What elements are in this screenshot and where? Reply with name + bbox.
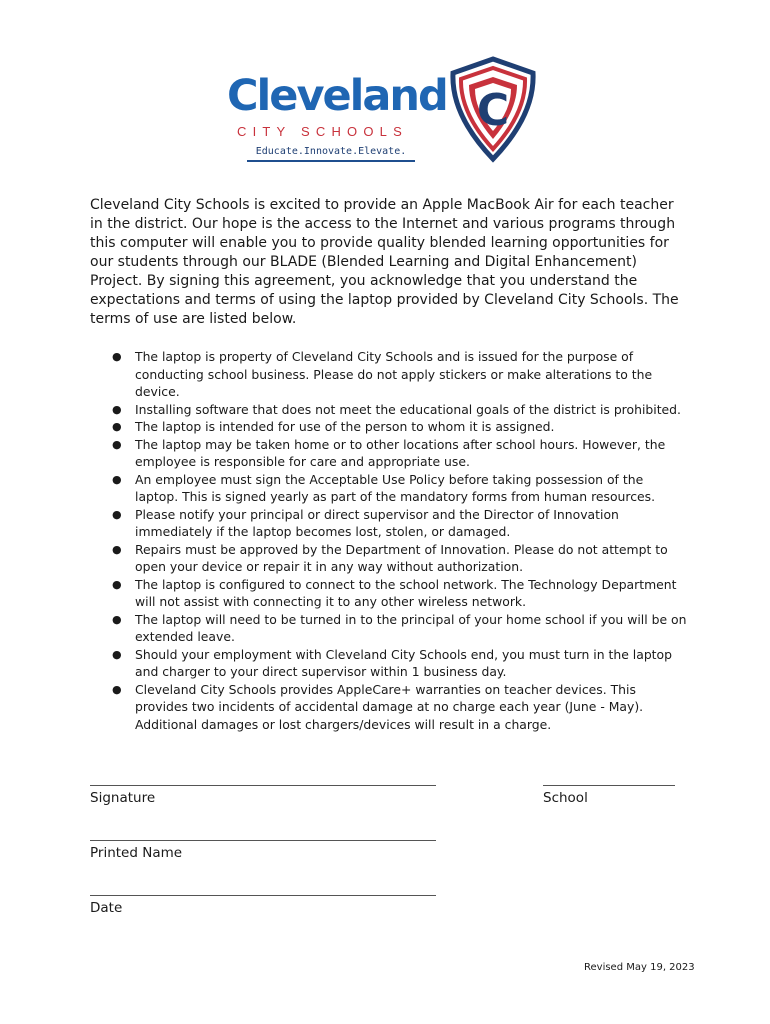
- school-label: School: [543, 790, 588, 806]
- term-text: Should your employment with Cleveland City Schools end, you must turn in the laptop and charger to your direct supervisor within 1 business day.: [135, 646, 672, 679]
- bullet-icon: ●: [112, 612, 122, 626]
- term-item: [90, 348, 690, 401]
- bullet-icon: ●: [112, 402, 122, 416]
- bullet-icon: ●: [112, 420, 122, 433]
- bullet-icon: ●: [112, 647, 122, 661]
- term-item: [90, 541, 690, 576]
- term-text: The laptop is property of Cleveland City Schools and is issued for the purpose of conducting school business. Please do not apply stickers or make alterations to the device.: [135, 349, 653, 399]
- shield-letter: C: [476, 85, 510, 136]
- printed-name-line: [90, 840, 436, 841]
- term-item: [90, 576, 690, 611]
- bullet-icon: ●: [112, 682, 122, 696]
- term-text: Cleveland City Schools provides AppleCare+ warranties on teacher devices. This provides two incidents of accidental damage at no charge each year (June - May). Additional damages or lost chargers/devices will result in a charge.: [135, 681, 644, 732]
- terms-list: [90, 348, 690, 733]
- bullet-icon: ●: [112, 577, 122, 591]
- bullet-icon: ●: [112, 437, 122, 451]
- term-text: An employee must sign the Acceptable Use Policy before taking possession of the laptop. This is signed yearly as part of the mandatory forms from human resources.: [135, 471, 656, 504]
- term-text: The laptop will need to be turned in to the principal of your home school if you will be on extended leave.: [135, 611, 687, 644]
- bullet-icon: ●: [112, 507, 122, 521]
- term-item: [90, 611, 690, 646]
- term-text: Repairs must be approved by the Department of Innovation. Please do not attempt to open your device or repair it in any way without authorization.: [135, 541, 668, 574]
- signature-line: [90, 785, 436, 786]
- term-item: [90, 681, 690, 734]
- logo-subtitle: CITY SCHOOLS: [237, 124, 408, 139]
- term-text: Please notify your principal or direct supervisor and the Director of Innovation immediately if the laptop becomes lost, stolen, or damaged.: [135, 506, 619, 539]
- term-item: [90, 418, 690, 436]
- bullet-icon: ●: [112, 542, 122, 556]
- signature-label: Signature: [90, 790, 156, 806]
- revision-date: Revised May 19, 2023: [584, 962, 695, 973]
- term-item: [90, 506, 690, 541]
- date-line: [90, 895, 436, 896]
- logo-tagline: Educate.Innovate.Elevate.: [247, 146, 415, 162]
- bullet-icon: ●: [112, 350, 122, 363]
- bullet-icon: ●: [112, 472, 122, 486]
- school-line: [543, 785, 675, 786]
- term-item: [90, 646, 690, 681]
- term-text: Installing software that does not meet the educational goals of the district is prohibited.: [135, 401, 681, 417]
- term-text: The laptop is configured to connect to the school network. The Technology Department will not assist with connecting it to any other wireless network.: [135, 576, 677, 609]
- intro-paragraph: Cleveland City Schools is excited to provide an Apple MacBook Air for each teacher in the district. Our hope is the access to the Internet and various programs through this computer will enable you to provide quality blended learning opportunities for our students through our BLADE (Blended Learning and Digital Enhancement) Project. By signing this agreement, you acknowledge that you understand the expectations and terms of using the laptop provided by Cleveland City Schools. The terms of use are listed below.: [90, 197, 679, 327]
- term-item: [90, 436, 690, 471]
- term-item: [90, 471, 690, 506]
- printed-name-label: Printed Name: [90, 845, 183, 861]
- term-item: [90, 401, 690, 419]
- date-label: Date: [90, 900, 123, 916]
- term-text: The laptop is intended for use of the person to whom it is assigned.: [135, 419, 555, 434]
- term-text: The laptop may be taken home or to other locations after school hours. However, the employee is responsible for care and appropriate use.: [135, 436, 666, 469]
- logo-wordmark: Cleveland: [227, 71, 447, 121]
- district-logo: [225, 55, 545, 165]
- shield-icon: [443, 55, 543, 165]
